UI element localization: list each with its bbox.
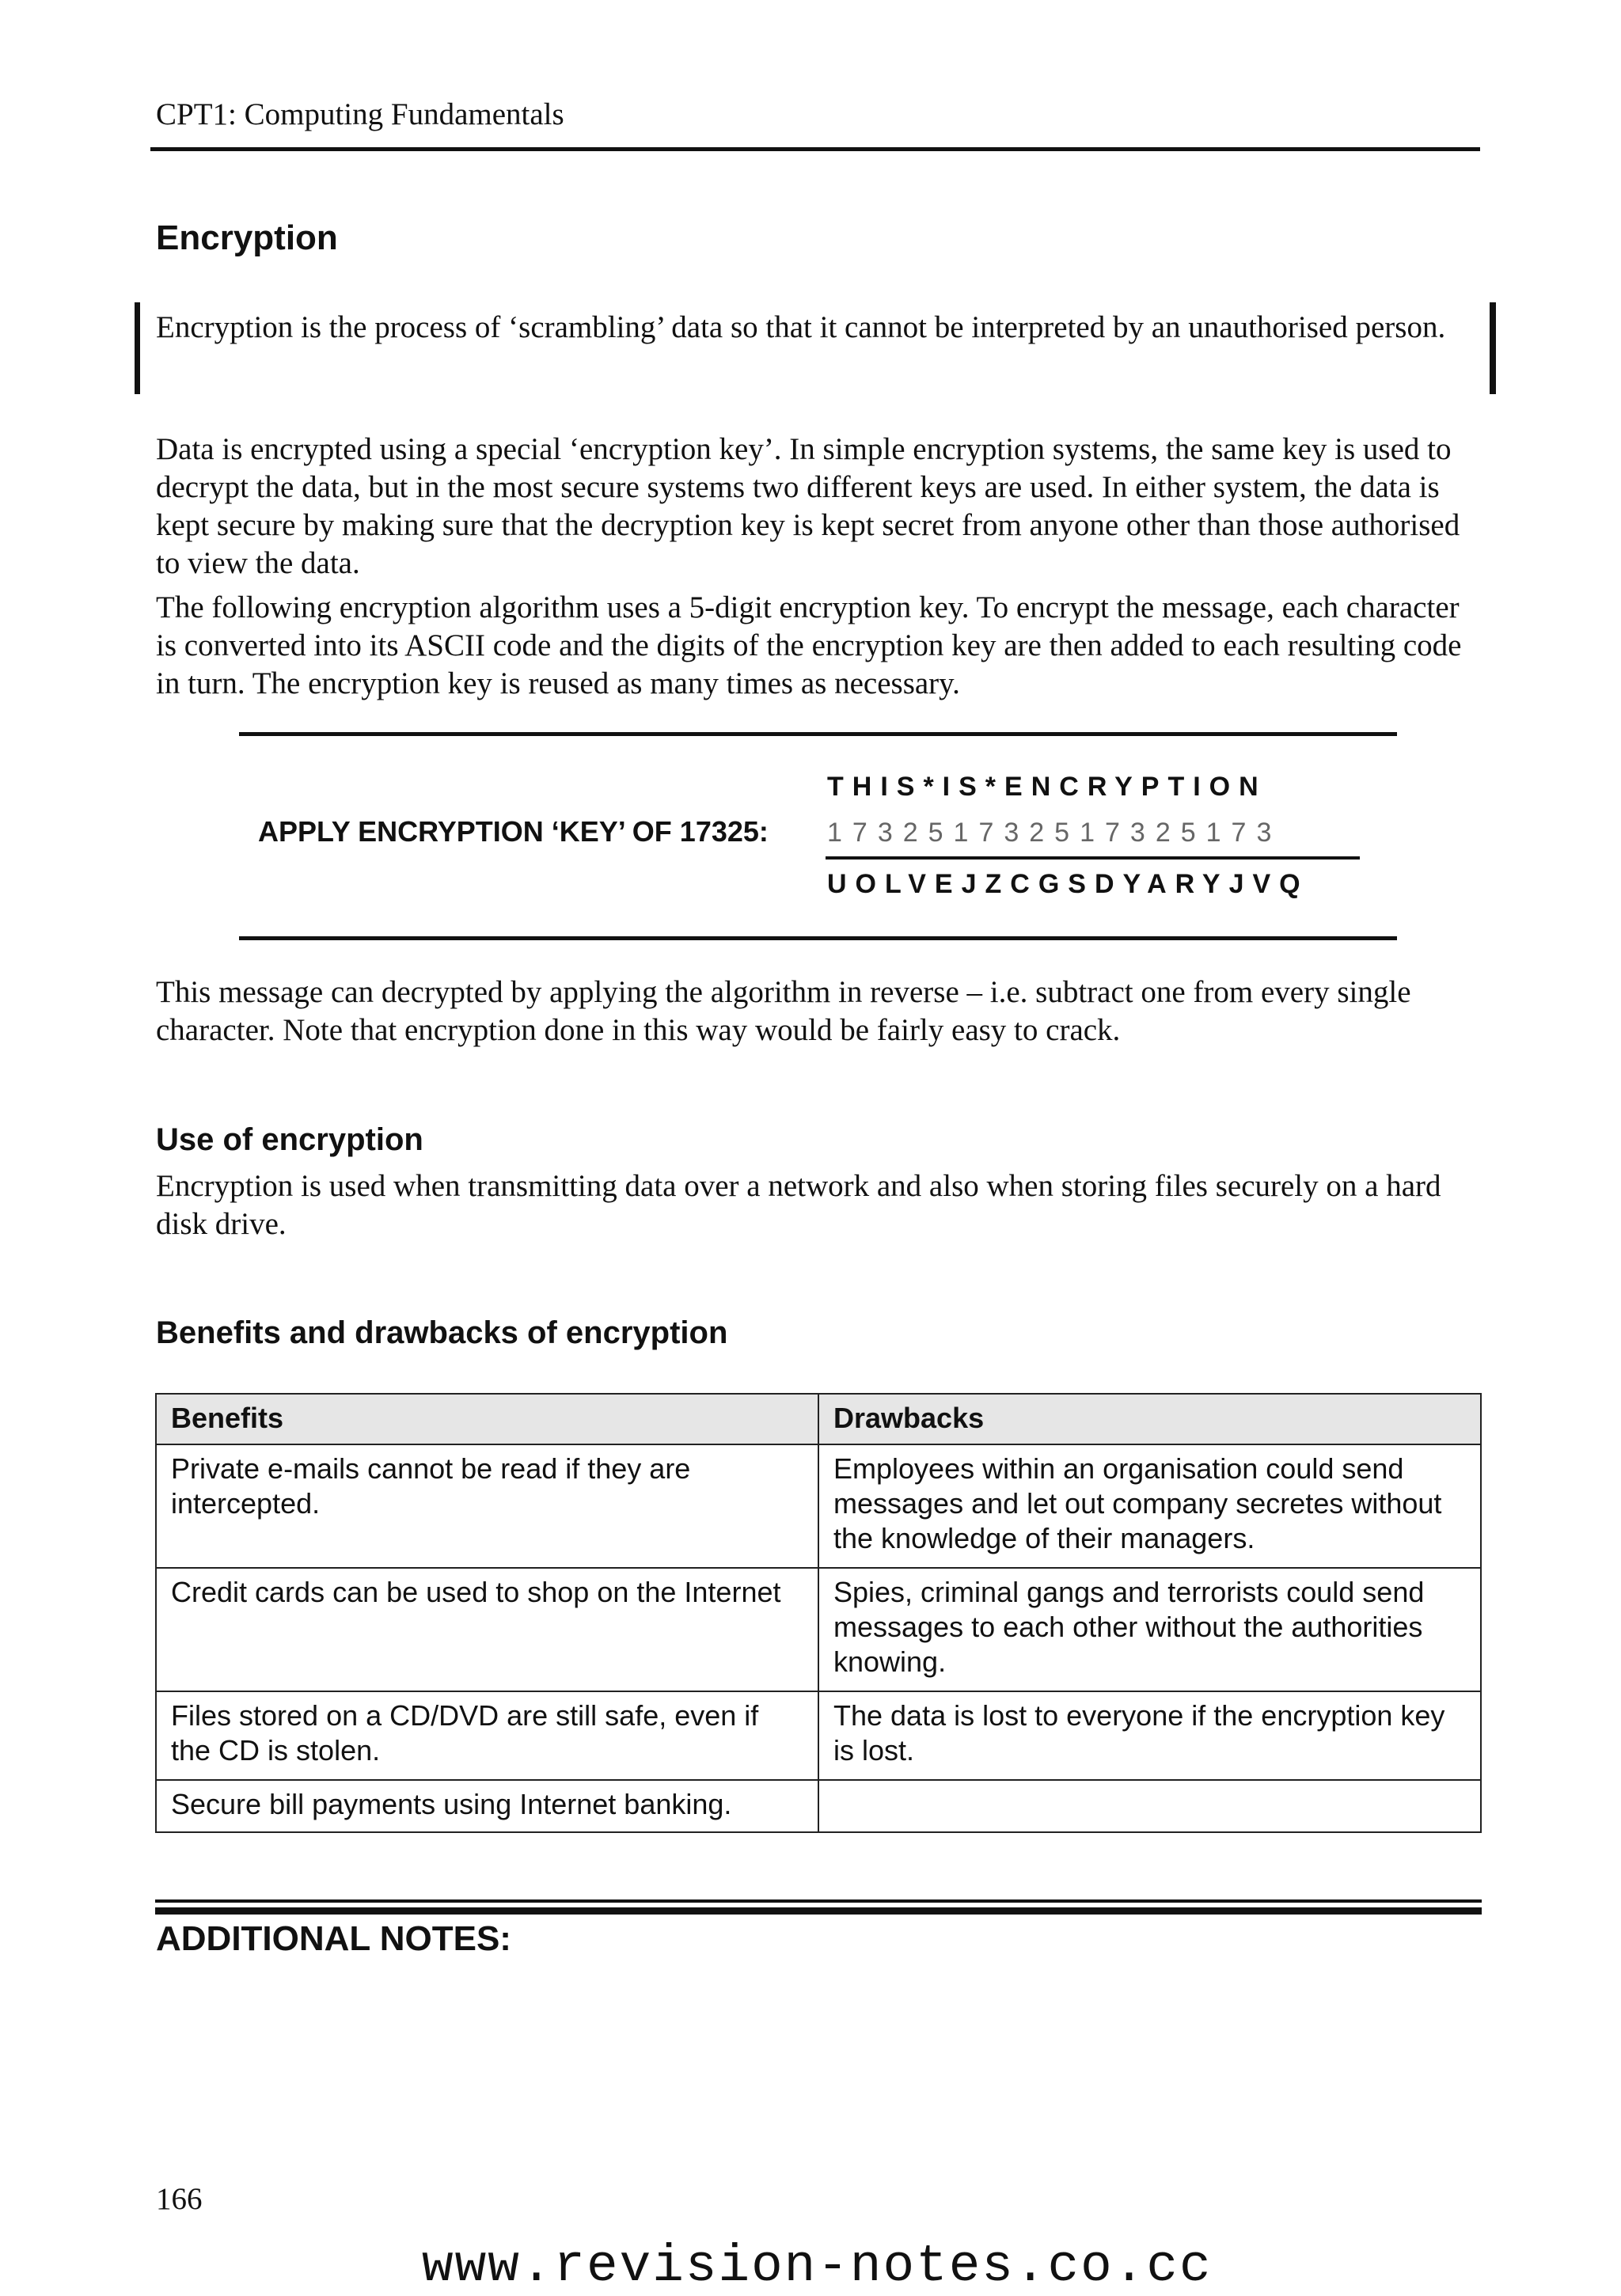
figure-ciphertext: UOLVEJZCGSDYARYJVQ xyxy=(827,869,1309,899)
paragraph-encryption-key: Data is encrypted using a special ‘encryption key’. In simple encryption systems, the same key is used to decrypt the data, but in the most secure systems two different keys are used. In either system, the data is kept secure by making sure that the decryption key is kept secret from anyone other than those authorised to view the data. xyxy=(156,432,1460,580)
table-row xyxy=(156,1780,1481,1832)
drawback-cell: The data is lost to everyone if the encryption key is lost. xyxy=(818,1691,1481,1780)
footer-url: www.revision-notes.co.cc xyxy=(422,2237,1213,2296)
drawback-cell xyxy=(818,1780,1481,1832)
definition-bar-right xyxy=(1490,302,1496,394)
notes-rule-thick xyxy=(155,1907,1482,1915)
page-number: 166 xyxy=(156,2182,203,2216)
figure-key-digits: 173251732517325173 xyxy=(827,818,1282,848)
figure-plaintext: THIS*IS*ENCRYPTION xyxy=(827,772,1267,802)
table-row xyxy=(156,1691,1481,1780)
section-heading-benefits: Benefits and drawbacks of encryption xyxy=(156,1315,728,1350)
section-heading-use: Use of encryption xyxy=(156,1122,423,1157)
column-header-drawbacks: Drawbacks xyxy=(818,1394,1481,1444)
running-header: CPT1: Computing Fundamentals xyxy=(156,97,564,131)
drawback-cell: Spies, criminal gangs and terrorists could send messages to each other without the authorities knowing. xyxy=(818,1568,1481,1691)
benefit-cell: Files stored on a CD/DVD are still safe, even if the CD is stolen. xyxy=(156,1691,818,1780)
paragraph-use: Encryption is used when transmitting data over a network and also when storing files securely on a hard disk drive. xyxy=(156,1169,1441,1241)
definition-text: Encryption is the process of ‘scrambling’ data so that it cannot be interpreted by an unauthorised person. xyxy=(156,310,1446,344)
benefit-cell: Credit cards can be used to shop on the Internet xyxy=(156,1568,818,1691)
drawback-cell: Employees within an organisation could send messages and let out company secretes without the knowledge of their managers. xyxy=(818,1444,1481,1568)
column-header-benefits: Benefits xyxy=(156,1394,818,1444)
figure-sum-line xyxy=(826,856,1360,860)
definition-box xyxy=(135,302,1496,394)
additional-notes-heading: ADDITIONAL NOTES: xyxy=(156,1919,511,1958)
notes-rule-thin xyxy=(155,1899,1482,1903)
table-row xyxy=(156,1444,1481,1568)
figure-bottom-rule xyxy=(239,936,1397,940)
table-row xyxy=(156,1568,1481,1691)
definition-bar-left xyxy=(135,302,140,394)
figure-label: APPLY ENCRYPTION ‘KEY’ OF 17325: xyxy=(258,815,769,848)
benefits-drawbacks-table xyxy=(155,1393,1482,1833)
table-header-row xyxy=(156,1394,1481,1444)
benefit-cell: Private e-mails cannot be read if they are intercepted. xyxy=(156,1444,818,1568)
header-rule xyxy=(150,147,1480,151)
section-heading-encryption: Encryption xyxy=(156,218,338,257)
paragraph-algorithm: The following encryption algorithm uses a 5-digit encryption key. To encrypt the message, each character is converted into its ASCII code and the digits of the encryption key are then added to each resulting code in turn. The encryption key is reused as many times as necessary. xyxy=(156,590,1462,700)
benefit-cell: Secure bill payments using Internet banking. xyxy=(156,1780,818,1832)
paragraph-decryption: This message can decrypted by applying the algorithm in reverse – i.e. subtract one from every single character. Note that encryption done in this way would be fairly easy to crack. xyxy=(156,975,1411,1047)
figure-top-rule xyxy=(239,732,1397,736)
